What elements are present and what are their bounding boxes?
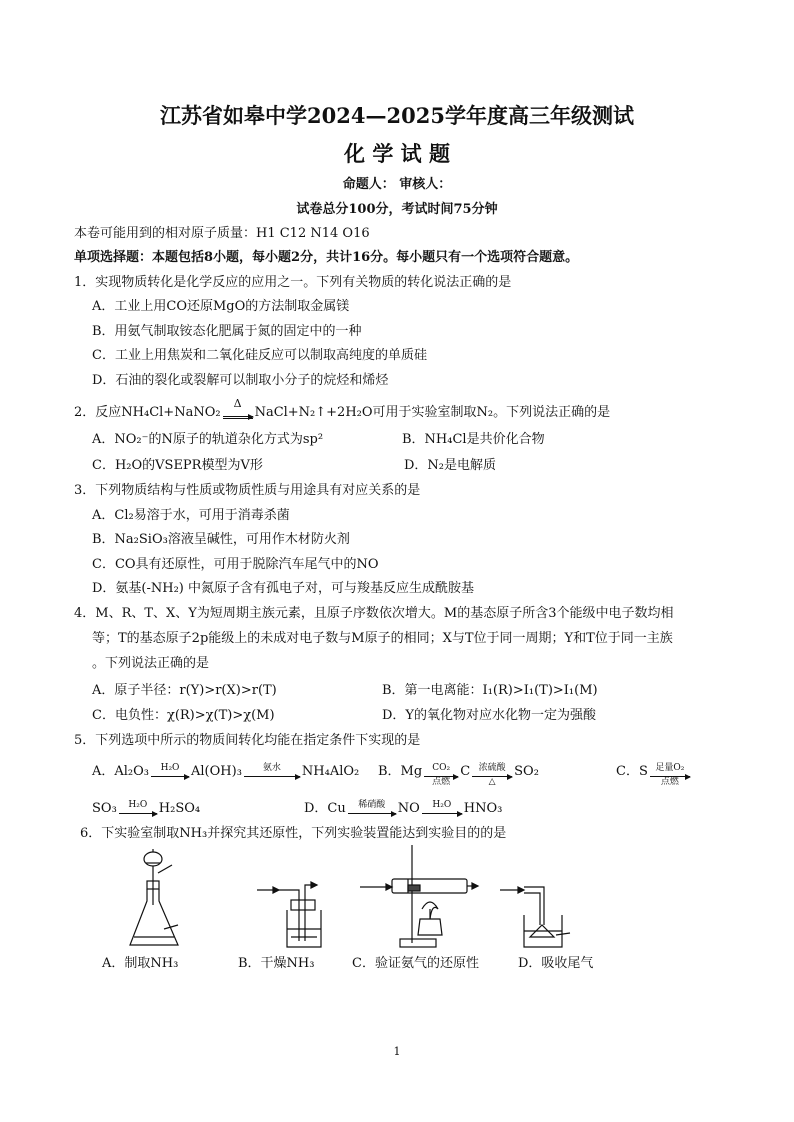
q5-b-intermediate: C	[460, 764, 471, 779]
page-number: 1	[393, 1045, 401, 1058]
q5-c-arrow2-label: H₂O	[128, 799, 148, 810]
exam-title: 江苏省如皋中学2024—2025学年度高三年级测试	[160, 103, 634, 128]
q2-stem-post: NaCl+N₂↑+2H₂O可用于实验室制取N₂。下列说法正确的是	[254, 405, 611, 420]
q5-option-a	[92, 763, 359, 781]
q5-a-arrow1-label: H₂O	[160, 762, 180, 773]
q5-b-arrow1-top: CO₂	[432, 762, 451, 773]
q1-option-d: D．石油的裂化或裂解可以制取小分子的烷烃和烯烃	[92, 373, 389, 388]
q2-option-c: C．H₂O的VSEPR模型为V形	[92, 458, 263, 473]
q5-b-arrow2-bottom: △	[488, 776, 496, 787]
q3-stem: 3．下列物质结构与性质或物质性质与用途具有对应关系的是	[74, 483, 421, 498]
q4-option-b: B．第一电离能：I₁(R)>I₁(T)>I₁(M)	[382, 683, 598, 698]
q5-c-arrow2	[119, 799, 157, 814]
q6-caption-b: B．干燥NH₃	[238, 956, 315, 971]
exam-subtitle: 化 学 试 题	[344, 141, 450, 166]
q2-reaction-arrow	[223, 396, 253, 419]
q2-option-d: D．N₂是电解质	[404, 458, 497, 473]
apparatus-d-beaker	[500, 845, 575, 950]
q5-b-product: SO₂	[514, 764, 539, 779]
q5-d-arrow2-label: H₂O	[432, 799, 452, 810]
q5-b-arrow2-top: 浓硫酸	[478, 762, 506, 773]
q5-b-reactant: B．Mg	[378, 764, 423, 779]
q5-a-arrow2-label: 氨水	[262, 762, 281, 773]
q5-d-arrow1-label: 稀硝酸	[358, 799, 386, 810]
q2-stem-pre: 2．反应NH₄Cl+NaNO₂	[74, 405, 221, 420]
q5-c-product: H₂SO₄	[158, 801, 201, 816]
q5-c-arrow1	[650, 762, 690, 787]
q5-b-arrow2	[472, 762, 512, 787]
q5-c-arrow1-bottom: 点燃	[660, 776, 679, 787]
q5-option-d	[304, 800, 502, 818]
q5-option-c-part1	[616, 762, 692, 787]
q5-d-reactant: D．Cu	[304, 801, 346, 816]
q6-caption-d: D．吸收尾气	[518, 956, 594, 971]
q1-option-b: B．用氨气制取铵态化肥属于氮的固定中的一种	[92, 324, 362, 339]
q5-a-arrow1	[151, 762, 189, 777]
q1-stem: 1．实现物质转化是化学反应的应用之一。下列有关物质的转化说法正确的是	[74, 275, 512, 290]
q5-d-arrow1	[348, 799, 396, 814]
q4-stem-line2: 等；T的基态原子2p能级上的未成对电子数与M原子的相同；X与T位于同一周期；Y和T位于同一主族	[92, 631, 673, 646]
q5-c-intermediate: SO₃	[92, 801, 117, 816]
q6-caption-a: A．制取NH₃	[102, 956, 179, 971]
q3-option-c: C．CO具有还原性，可用于脱除汽车尾气中的NO	[92, 557, 379, 572]
q3-option-b: B．Na₂SiO₃溶液呈碱性，可用作木材防火剂	[92, 532, 350, 547]
q4-stem-line1: 4．M、R、T、X、Y为短周期主族元素，且原子序数依次增大。M的基态原子所含3个能级中电子数均相	[74, 606, 674, 621]
q5-a-reactant: A．Al₂O₃	[92, 764, 150, 779]
q5-a-product: NH₄AlO₂	[301, 764, 360, 779]
q5-option-b	[378, 762, 539, 787]
apparatus-b-wash-bottle	[255, 845, 335, 950]
q5-a-arrow2	[244, 762, 300, 777]
q2-arrow-label: Δ	[233, 396, 242, 410]
q5-c-reactant: C．S	[616, 764, 648, 779]
exam-info: 试卷总分100分，考试时间75分钟	[296, 202, 498, 217]
q2-option-b: B．NH₄Cl是共价化合物	[402, 432, 545, 447]
q5-b-arrow1	[424, 762, 458, 787]
q3-option-a: A．Cl₂易溶于水，可用于消毒杀菌	[92, 508, 290, 523]
atomic-masses: 本卷可能用到的相对原子质量：H1 C12 N14 O16	[74, 226, 370, 241]
authors-line: 命题人： 审核人：	[342, 177, 452, 192]
q6-caption-c: C．验证氨气的还原性	[352, 956, 479, 971]
q5-d-arrow2	[422, 799, 462, 814]
section-heading: 单项选择题：本题包括8小题，每小题2分，共计16分。每小题只有一个选项符合题意。	[74, 250, 579, 265]
q5-c-arrow1-top: 足量O₂	[655, 762, 685, 773]
q4-option-c: C．电负性：χ(R)>χ(T)>χ(M)	[92, 708, 275, 723]
q5-a-intermediate: Al(OH)₃	[191, 764, 242, 779]
apparatus-a-flask	[120, 845, 190, 950]
q1-option-c: C．工业上用焦炭和二氧化硅反应可以制取高纯度的单质硅	[92, 348, 427, 363]
q5-stem: 5．下列选项中所示的物质间转化均能在指定条件下实现的是	[74, 733, 421, 748]
q1-option-a: A．工业上用CO还原MgO的方法制取金属镁	[92, 299, 350, 314]
q5-d-intermediate: NO	[397, 801, 420, 816]
q5-b-arrow1-bottom: 点燃	[432, 776, 451, 787]
q2-stem	[74, 396, 611, 422]
q6-stem: 6．下实验室制取NH₃并探究其还原性，下列实验装置能达到实验目的的是	[80, 826, 507, 841]
q5-option-c-part2	[92, 800, 200, 818]
apparatus-c-heated-tube	[360, 835, 480, 953]
q2-option-a: A．NO₂⁻的N原子的轨道杂化方式为sp²	[92, 432, 324, 447]
q4-option-d: D．Y的氧化物对应水化物一定为强酸	[382, 708, 597, 723]
q3-option-d: D．氨基(-NH₂) 中氮原子含有孤电子对，可与羧基反应生成酰胺基	[92, 581, 475, 596]
q5-d-product: HNO₃	[463, 801, 503, 816]
q4-stem-line3: 。下列说法正确的是	[92, 656, 210, 671]
q4-option-a: A．原子半径：r(Y)>r(X)>r(T)	[92, 683, 277, 698]
